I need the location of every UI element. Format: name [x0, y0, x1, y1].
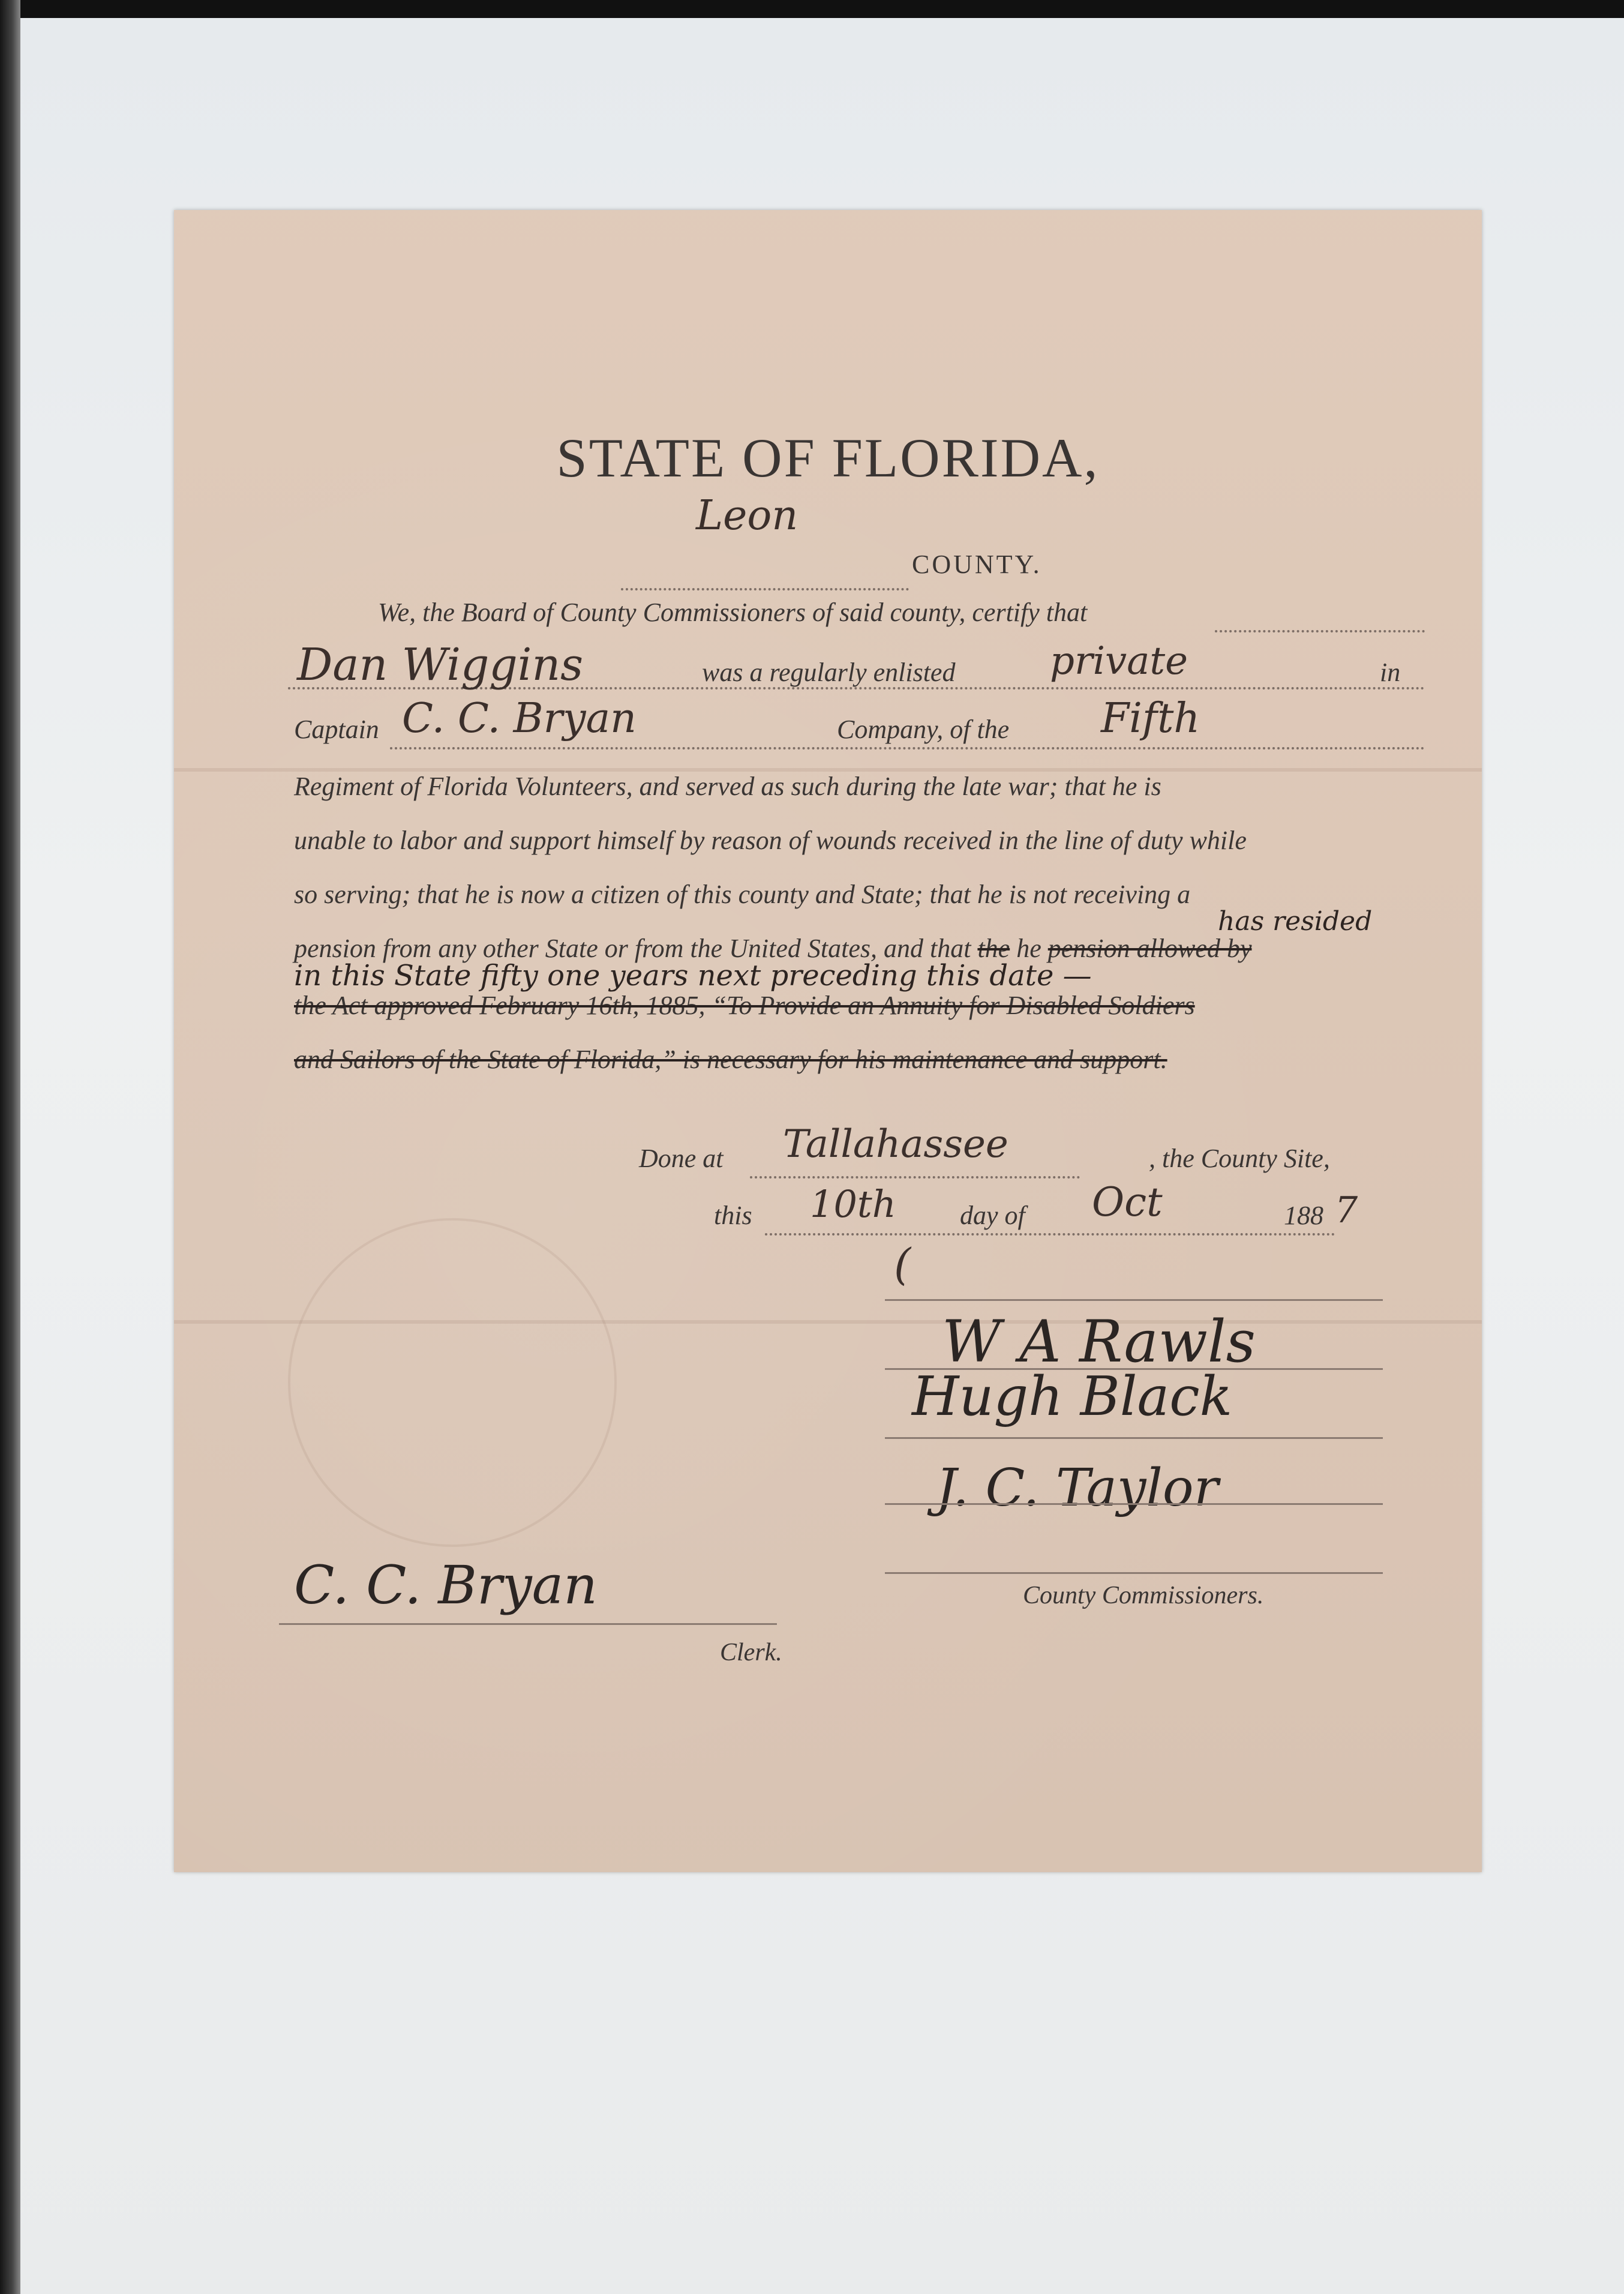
certify-line: We, the Board of County Commissioners of said county, certify that	[378, 598, 1088, 627]
county-blank	[621, 546, 909, 590]
scan-edge-left	[0, 0, 20, 2294]
commissioner-signature-1: W A Rawls	[942, 1308, 1256, 1375]
signature-line	[885, 1299, 1383, 1301]
clerk-label: Clerk.	[720, 1639, 782, 1666]
blank-line	[390, 747, 1425, 749]
county-name: Leon	[696, 492, 799, 539]
interlinear-insertion-top: has resided	[1218, 906, 1373, 937]
body-line-5: unable to labor and support himself by reason of wounds received in the line of duty while	[294, 826, 1247, 855]
body-line-6: so serving; that he is now a citizen of this county and State; that he is not receiving a	[294, 880, 1191, 909]
pen-mark: (	[894, 1239, 911, 1290]
struck-word-the: the	[977, 934, 1010, 963]
blank-line	[765, 1233, 1335, 1236]
company-text: Company, of the	[837, 715, 1010, 744]
struck-line-9: and Sailors of the State of Florida,” is necessary for his maintenance and support.	[294, 1045, 1167, 1074]
enlisted-text: was a regularly enlisted	[702, 658, 956, 687]
blank-line	[750, 1176, 1080, 1179]
year-suffix: 7	[1335, 1189, 1358, 1231]
day-of-label: day of	[960, 1201, 1025, 1230]
interlinear-insertion: in this State fifty one years next preceding this date —	[294, 959, 1092, 992]
commissioner-signature-2: Hugh Black	[912, 1365, 1233, 1428]
scan-edge-top	[0, 0, 1624, 18]
body-line-4: Regiment of Florida Volunteers, and served as such during the late war; that he is	[294, 772, 1161, 801]
month-value: Oct	[1092, 1179, 1163, 1225]
county-label: COUNTY.	[912, 550, 1042, 579]
clerk-signature: C. C. Bryan	[294, 1554, 598, 1616]
rank: private	[1050, 639, 1188, 683]
in-text: in	[1380, 658, 1401, 687]
certificate-paper	[174, 210, 1482, 1872]
regiment-number: Fifth	[1101, 695, 1200, 742]
signature-line	[885, 1503, 1383, 1505]
inserted-word-he: he	[1016, 934, 1041, 963]
county-site-text: , the County Site,	[1149, 1144, 1330, 1173]
commissioner-signature-3: J. C. Taylor	[936, 1458, 1218, 1518]
blank-line	[1215, 630, 1425, 632]
struck-pension-text: pension allowed by	[1047, 934, 1252, 963]
clerk-signature-line	[279, 1623, 777, 1625]
embossed-seal	[288, 1218, 617, 1547]
signature-line	[885, 1437, 1383, 1439]
commissioners-label: County Commissioners.	[1023, 1582, 1264, 1609]
signature-line	[885, 1572, 1383, 1574]
soldier-name: Dan Wiggins	[297, 639, 584, 691]
day-value: 10th	[810, 1182, 896, 1226]
captain-label: Captain	[294, 715, 379, 744]
done-at-label: Done at	[639, 1144, 724, 1173]
captain-name: C. C. Bryan	[402, 695, 637, 742]
this-label: this	[714, 1201, 752, 1230]
body-line-7-text: pension from any other State or from the United States, and that	[294, 934, 971, 963]
document-title: STATE OF FLORIDA,	[556, 427, 1100, 488]
year-prefix: 188	[1284, 1201, 1323, 1230]
place-name: Tallahassee	[783, 1122, 1008, 1167]
struck-line-8: the Act approved February 16th, 1885, “To Provide an Annuity for Disabled Soldiers	[294, 991, 1195, 1020]
